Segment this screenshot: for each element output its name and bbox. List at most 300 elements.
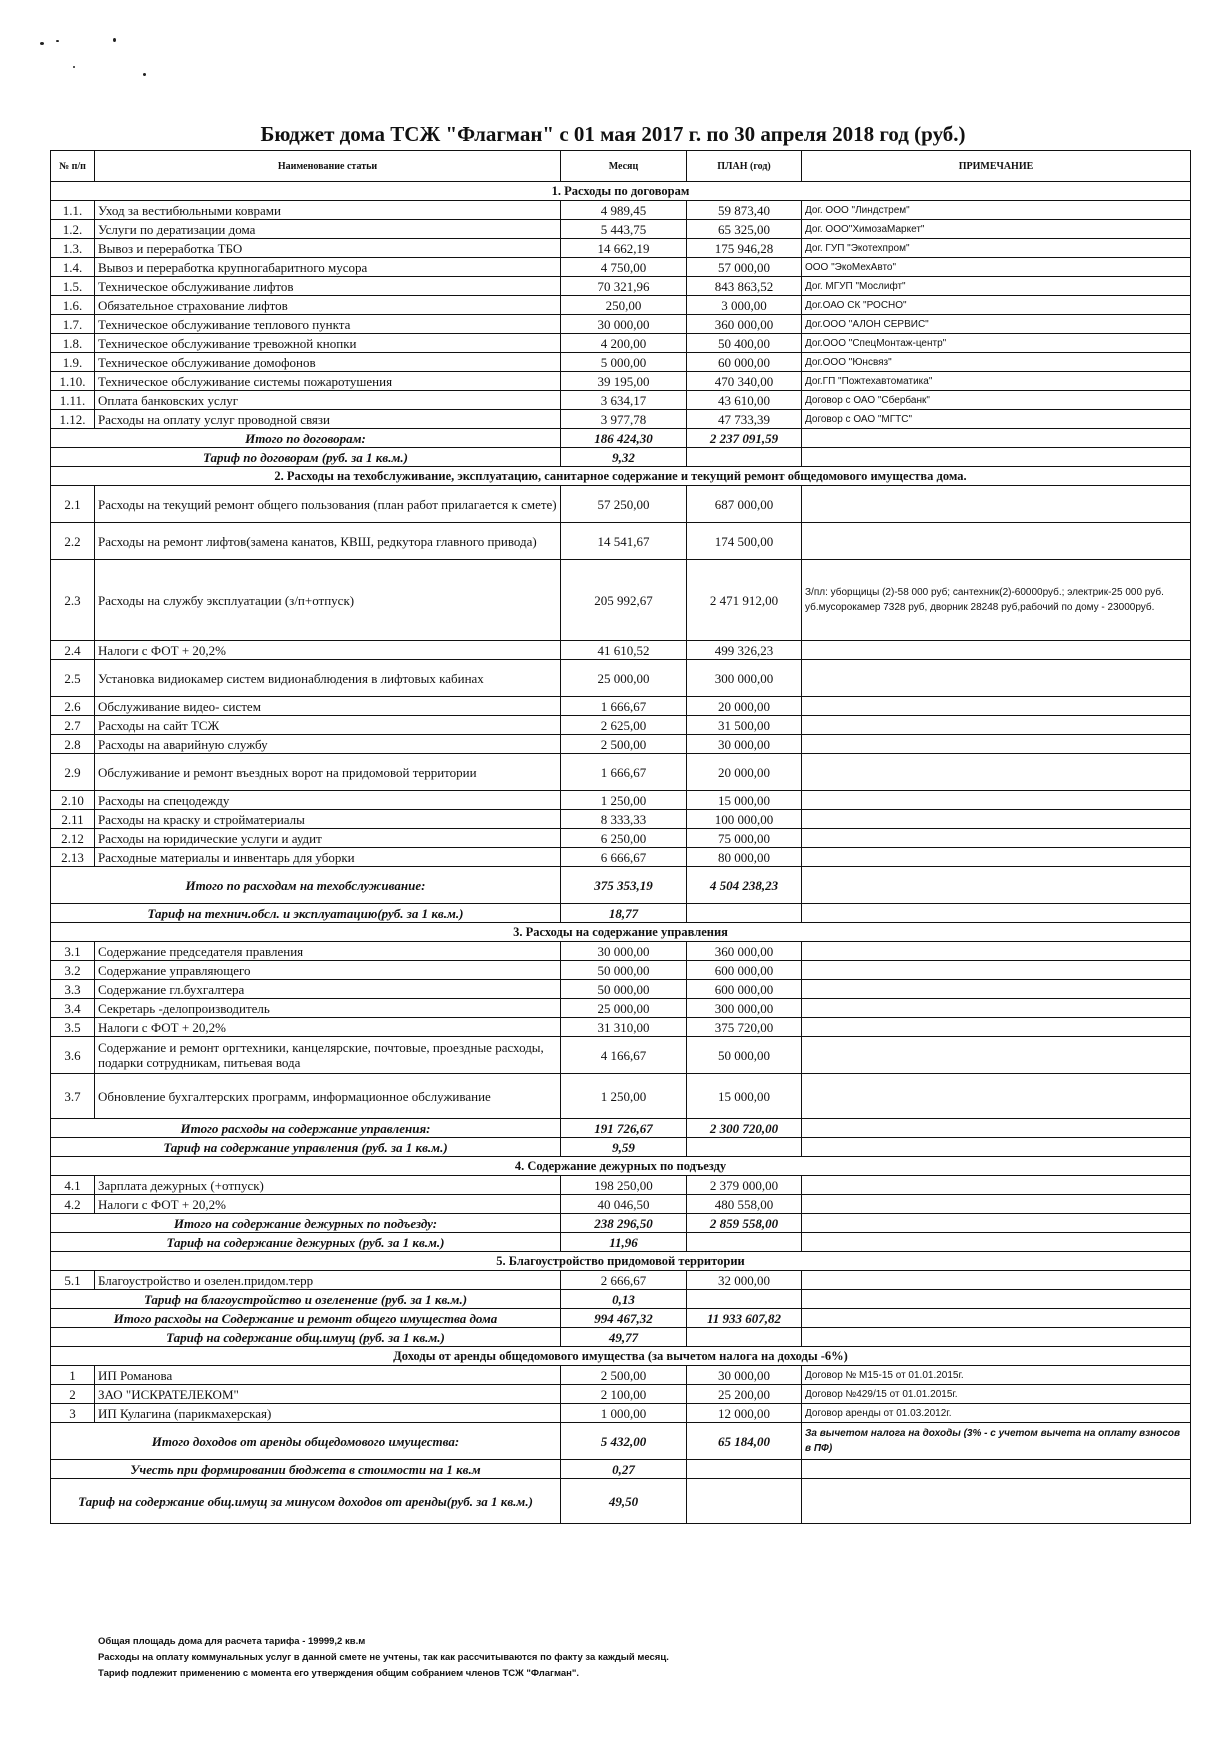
item-name: Расходы на аварийную службу [95, 735, 561, 754]
month-value: 11,96 [561, 1233, 687, 1252]
item-name: Услуги по дератизации дома [95, 220, 561, 239]
plan-value: 65 184,00 [687, 1423, 802, 1460]
total-label: Тариф на содержание общ.имущ за минусом доходов от аренды(руб. за 1 кв.м.) [51, 1479, 561, 1524]
scan-speck [73, 66, 75, 68]
total-row [51, 867, 1191, 904]
table-row [51, 1366, 1191, 1385]
plan-value: 2 379 000,00 [687, 1176, 802, 1195]
month-value: 30 000,00 [561, 942, 687, 961]
plan-value: 300 000,00 [687, 999, 802, 1018]
month-value: 70 321,96 [561, 277, 687, 296]
total-label: Итого расходы на Содержание и ремонт общего имущества дома [51, 1309, 561, 1328]
total-row [51, 1309, 1191, 1328]
plan-value [687, 1460, 802, 1479]
note-cell [802, 523, 1191, 560]
month-value: 30 000,00 [561, 315, 687, 334]
plan-value: 2 859 558,00 [687, 1214, 802, 1233]
header-note: ПРИМЕЧАНИЕ [802, 151, 1191, 182]
total-row [51, 1328, 1191, 1347]
plan-value: 499 326,23 [687, 641, 802, 660]
plan-value: 57 000,00 [687, 258, 802, 277]
item-name: Налоги с ФОТ + 20,2% [95, 1018, 561, 1037]
month-value: 1 250,00 [561, 1074, 687, 1119]
month-value: 39 195,00 [561, 372, 687, 391]
total-row [51, 1460, 1191, 1479]
note-cell [802, 1074, 1191, 1119]
header-plan: ПЛАН (год) [687, 151, 802, 182]
note-cell [802, 848, 1191, 867]
item-number: 1.7. [51, 315, 95, 334]
table-row [51, 258, 1191, 277]
month-value: 5 443,75 [561, 220, 687, 239]
total-label: Тариф на содержание управления (руб. за 1 кв.м.) [51, 1138, 561, 1157]
item-name: Вывоз и переработка крупногабаритного мусора [95, 258, 561, 277]
item-name: Обслуживание и ремонт въездных ворот на придомовой территории [95, 754, 561, 791]
month-value: 14 541,67 [561, 523, 687, 560]
month-value: 994 467,32 [561, 1309, 687, 1328]
note-cell [802, 697, 1191, 716]
item-number: 2.7 [51, 716, 95, 735]
total-label: Итого по договорам: [51, 429, 561, 448]
section-header-row [51, 1347, 1191, 1366]
month-value: 4 750,00 [561, 258, 687, 277]
table-row [51, 810, 1191, 829]
month-value: 3 634,17 [561, 391, 687, 410]
budget-table [50, 150, 1191, 1524]
note-cell [802, 1309, 1191, 1328]
note-cell: Дог.ООО "АЛОН СЕРВИС" [802, 315, 1191, 334]
plan-value [687, 1479, 802, 1524]
plan-value: 600 000,00 [687, 980, 802, 999]
item-number: 2 [51, 1385, 95, 1404]
item-number: 5.1 [51, 1271, 95, 1290]
item-number: 1.5. [51, 277, 95, 296]
table-row [51, 1195, 1191, 1214]
section-title: 2. Расходы на техобслуживание, эксплуатацию, санитарное содержание и текущий ремонт общедомового имущества дома. [51, 467, 1191, 486]
plan-value: 75 000,00 [687, 829, 802, 848]
document-title: Бюджет дома ТСЖ "Флагман" с 01 мая 2017 г. по 30 апреля 2018 год (руб.) [260, 122, 966, 146]
table-row [51, 334, 1191, 353]
month-value: 18,77 [561, 904, 687, 923]
note-cell [802, 810, 1191, 829]
plan-value: 600 000,00 [687, 961, 802, 980]
item-name: Зарплата дежурных (+отпуск) [95, 1176, 561, 1195]
table-row [51, 848, 1191, 867]
total-row [51, 1423, 1191, 1460]
note-cell: Договор № М15-15 от 01.01.2015г. [802, 1366, 1191, 1385]
section-title: 4. Содержание дежурных по подъезду [51, 1157, 1191, 1176]
plan-value: 30 000,00 [687, 1366, 802, 1385]
item-name: Техническое обслуживание тревожной кнопки [95, 334, 561, 353]
note-cell: Дог. ООО"ХимозаМаркет" [802, 220, 1191, 239]
table-row [51, 391, 1191, 410]
total-label: Тариф по договорам (руб. за 1 кв.м.) [51, 448, 561, 467]
plan-value: 43 610,00 [687, 391, 802, 410]
month-value: 4 166,67 [561, 1037, 687, 1074]
scan-speck [56, 40, 59, 42]
month-value: 25 000,00 [561, 660, 687, 697]
table-row [51, 961, 1191, 980]
item-number: 1.12. [51, 410, 95, 429]
item-number: 3.3 [51, 980, 95, 999]
plan-value: 32 000,00 [687, 1271, 802, 1290]
note-cell [802, 1037, 1191, 1074]
item-number: 3 [51, 1404, 95, 1423]
table-header-row [51, 151, 1191, 182]
item-name: Техническое обслуживание домофонов [95, 353, 561, 372]
plan-value [687, 1233, 802, 1252]
item-number: 3.4 [51, 999, 95, 1018]
item-number: 3.2 [51, 961, 95, 980]
note-cell [802, 961, 1191, 980]
table-row [51, 1385, 1191, 1404]
month-value: 14 662,19 [561, 239, 687, 258]
plan-value: 4 504 238,23 [687, 867, 802, 904]
item-number: 2.3 [51, 560, 95, 641]
plan-value: 20 000,00 [687, 754, 802, 791]
header-month: Месяц [561, 151, 687, 182]
item-number: 2.10 [51, 791, 95, 810]
item-name: ИП Кулагина (парикмахерская) [95, 1404, 561, 1423]
table-row [51, 560, 1191, 641]
plan-value: 174 500,00 [687, 523, 802, 560]
table-row [51, 1176, 1191, 1195]
note-cell [802, 429, 1191, 448]
total-row [51, 1119, 1191, 1138]
month-value: 6 250,00 [561, 829, 687, 848]
note-cell [802, 641, 1191, 660]
item-number: 1.2. [51, 220, 95, 239]
item-name: Секретарь -делопроизводитель [95, 999, 561, 1018]
note-cell: За вычетом налога на доходы (3% - с учетом вычета на оплату взносов в ПФ) [802, 1423, 1191, 1460]
plan-value: 360 000,00 [687, 942, 802, 961]
note-cell [802, 735, 1191, 754]
budget-body [51, 182, 1191, 1524]
item-number: 2.5 [51, 660, 95, 697]
item-name: Техническое обслуживание теплового пункта [95, 315, 561, 334]
item-name: ЗАО "ИСКРАТЕЛЕКОМ" [95, 1385, 561, 1404]
item-number: 3.1 [51, 942, 95, 961]
item-name: Обязательное страхование лифтов [95, 296, 561, 315]
month-value: 40 046,50 [561, 1195, 687, 1214]
item-number: 1 [51, 1366, 95, 1385]
total-label: Тариф на содержание дежурных (руб. за 1 кв.м.) [51, 1233, 561, 1252]
plan-value: 12 000,00 [687, 1404, 802, 1423]
item-name: Благоустройство и озелен.придом.терр [95, 1271, 561, 1290]
table-row [51, 1404, 1191, 1423]
note-cell [802, 942, 1191, 961]
note-cell [802, 904, 1191, 923]
month-value: 2 666,67 [561, 1271, 687, 1290]
note-cell [802, 1119, 1191, 1138]
note-cell [802, 1271, 1191, 1290]
note-cell [802, 1290, 1191, 1309]
item-number: 3.6 [51, 1037, 95, 1074]
note-cell [802, 716, 1191, 735]
item-number: 1.6. [51, 296, 95, 315]
item-number: 1.4. [51, 258, 95, 277]
note-cell [802, 999, 1191, 1018]
plan-value: 2 471 912,00 [687, 560, 802, 641]
plan-value [687, 448, 802, 467]
table-row [51, 486, 1191, 523]
plan-value: 2 237 091,59 [687, 429, 802, 448]
total-row [51, 1214, 1191, 1233]
item-name: Содержание управляющего [95, 961, 561, 980]
month-value: 1 666,67 [561, 754, 687, 791]
month-value: 4 989,45 [561, 201, 687, 220]
plan-value: 50 000,00 [687, 1037, 802, 1074]
item-name: Расходы на юридические услуги и аудит [95, 829, 561, 848]
item-name: Вывоз и переработка ТБО [95, 239, 561, 258]
item-number: 4.1 [51, 1176, 95, 1195]
table-row [51, 1037, 1191, 1074]
item-name: Налоги с ФОТ + 20,2% [95, 1195, 561, 1214]
month-value: 57 250,00 [561, 486, 687, 523]
section-header-row [51, 1252, 1191, 1271]
scan-speck [143, 73, 146, 76]
month-value: 2 500,00 [561, 735, 687, 754]
table-row [51, 277, 1191, 296]
table-row [51, 735, 1191, 754]
table-row [51, 1271, 1191, 1290]
table-row [51, 641, 1191, 660]
note-cell: Дог.ОАО СК "РОСНО" [802, 296, 1191, 315]
note-cell [802, 754, 1191, 791]
section-header-row [51, 182, 1191, 201]
item-name: Содержание председателя правления [95, 942, 561, 961]
plan-value: 3 000,00 [687, 296, 802, 315]
item-name: Расходы на текущий ремонт общего пользования (план работ прилагается к смете) [95, 486, 561, 523]
plan-value: 15 000,00 [687, 1074, 802, 1119]
note-cell [802, 980, 1191, 999]
item-number: 2.2 [51, 523, 95, 560]
item-number: 2.1 [51, 486, 95, 523]
item-number: 2.9 [51, 754, 95, 791]
table-row [51, 239, 1191, 258]
item-name: Содержание и ремонт оргтехники, канцелярские, почтовые, проездные расходы, подарки сотрудникам, питьевая вода [95, 1037, 561, 1074]
plan-value: 100 000,00 [687, 810, 802, 829]
header-name: Наименование статьи [95, 151, 561, 182]
note-cell [802, 660, 1191, 697]
item-number: 3.5 [51, 1018, 95, 1037]
month-value: 238 296,50 [561, 1214, 687, 1233]
item-name: Уход за вестибюльными коврами [95, 201, 561, 220]
plan-value: 20 000,00 [687, 697, 802, 716]
note-cell: З/пл: уборщицы (2)-58 000 руб; сантехник(2)-60000руб.; электрик-25 000 руб. уб.мусорокамер 7328 руб, дворник 28248 руб,рабочий по дому - 23000руб. [802, 560, 1191, 641]
item-name: Расходы на оплату услуг проводной связи [95, 410, 561, 429]
table-row [51, 754, 1191, 791]
item-number: 2.8 [51, 735, 95, 754]
footnote: Тариф подлежит применению с момента его утверждения общим собранием членов ТСЖ "Флагман". [98, 1668, 580, 1679]
item-name: Техническое обслуживание лифтов [95, 277, 561, 296]
table-row [51, 523, 1191, 560]
plan-value: 2 300 720,00 [687, 1119, 802, 1138]
plan-value: 15 000,00 [687, 791, 802, 810]
footnote: Расходы на оплату коммунальных услуг в данной смете не учтены, так как рассчитываются по факту за каждый месяц. [98, 1652, 669, 1663]
plan-value: 60 000,00 [687, 353, 802, 372]
section-title: 3. Расходы на содержание управления [51, 923, 1191, 942]
item-number: 1.8. [51, 334, 95, 353]
note-cell [802, 1018, 1191, 1037]
total-row [51, 429, 1191, 448]
total-row [51, 1479, 1191, 1524]
section-header-row [51, 1157, 1191, 1176]
table-row [51, 201, 1191, 220]
plan-value [687, 904, 802, 923]
table-row [51, 315, 1191, 334]
item-number: 1.3. [51, 239, 95, 258]
footnote: Общая площадь дома для расчета тарифа - 19999,2 кв.м [98, 1636, 366, 1647]
item-name: Расходы на службу эксплуатации (з/п+отпуск) [95, 560, 561, 641]
month-value: 4 200,00 [561, 334, 687, 353]
plan-value: 300 000,00 [687, 660, 802, 697]
item-number: 2.11 [51, 810, 95, 829]
month-value: 9,32 [561, 448, 687, 467]
item-name: Расходы на краску и стройматериалы [95, 810, 561, 829]
note-cell [802, 1138, 1191, 1157]
table-row [51, 353, 1191, 372]
item-number: 2.4 [51, 641, 95, 660]
total-label: Итого доходов от аренды общедомового имущества: [51, 1423, 561, 1460]
month-value: 191 726,67 [561, 1119, 687, 1138]
table-row [51, 829, 1191, 848]
month-value: 5 432,00 [561, 1423, 687, 1460]
item-name: Оплата банковских услуг [95, 391, 561, 410]
month-value: 50 000,00 [561, 961, 687, 980]
month-value: 50 000,00 [561, 980, 687, 999]
month-value: 0,13 [561, 1290, 687, 1309]
table-row [51, 942, 1191, 961]
table-row [51, 999, 1191, 1018]
section-title: 1. Расходы по договорам [51, 182, 1191, 201]
item-name: Техническое обслуживание системы пожаротушения [95, 372, 561, 391]
plan-value: 31 500,00 [687, 716, 802, 735]
month-value: 2 500,00 [561, 1366, 687, 1385]
scan-speck [113, 38, 116, 42]
table-row [51, 697, 1191, 716]
month-value: 1 000,00 [561, 1404, 687, 1423]
month-value: 41 610,52 [561, 641, 687, 660]
month-value: 1 666,67 [561, 697, 687, 716]
item-number: 1.10. [51, 372, 95, 391]
total-row [51, 1290, 1191, 1309]
total-label: Учесть при формировании бюджета в стоимости на 1 кв.м [51, 1460, 561, 1479]
month-value: 49,77 [561, 1328, 687, 1347]
item-name: Обслуживание видео- систем [95, 697, 561, 716]
total-row [51, 1233, 1191, 1252]
item-number: 2.13 [51, 848, 95, 867]
month-value: 198 250,00 [561, 1176, 687, 1195]
note-cell: Дог. ГУП "Экотехпром" [802, 239, 1191, 258]
total-label: Итого на содержание дежурных по подъезду: [51, 1214, 561, 1233]
plan-value: 480 558,00 [687, 1195, 802, 1214]
total-row [51, 448, 1191, 467]
plan-value: 25 200,00 [687, 1385, 802, 1404]
month-value: 2 100,00 [561, 1385, 687, 1404]
table-row [51, 791, 1191, 810]
item-name: ИП Романова [95, 1366, 561, 1385]
total-label: Тариф на благоустройство и озеленение (руб. за 1 кв.м.) [51, 1290, 561, 1309]
note-cell [802, 1328, 1191, 1347]
month-value: 1 250,00 [561, 791, 687, 810]
note-cell: Дог. ООО "Линдстрем" [802, 201, 1191, 220]
note-cell: Дог.ГП "Пожтехавтоматика" [802, 372, 1191, 391]
note-cell [802, 1460, 1191, 1479]
item-name: Расходы на ремонт лифтов(замена канатов, КВШ, редкутора главного привода) [95, 523, 561, 560]
month-value: 250,00 [561, 296, 687, 315]
table-row [51, 1018, 1191, 1037]
item-name: Обновление бухгалтерских программ, информационное обслуживание [95, 1074, 561, 1119]
table-row [51, 410, 1191, 429]
month-value: 186 424,30 [561, 429, 687, 448]
note-cell [802, 448, 1191, 467]
month-value: 2 625,00 [561, 716, 687, 735]
plan-value: 59 873,40 [687, 201, 802, 220]
note-cell [802, 791, 1191, 810]
plan-value: 843 863,52 [687, 277, 802, 296]
note-cell: ООО "ЭкоМехАвто" [802, 258, 1191, 277]
table-row [51, 716, 1191, 735]
item-number: 1.9. [51, 353, 95, 372]
table-row [51, 660, 1191, 697]
footnotes [98, 1634, 669, 1682]
note-cell: Договор №429/15 от 01.01.2015г. [802, 1385, 1191, 1404]
note-cell: Договор с ОАО "МГТС" [802, 410, 1191, 429]
item-name: Установка видиокамер систем видионаблюдения в лифтовых кабинах [95, 660, 561, 697]
total-label: Тариф на технич.обсл. и эксплуатацию(руб. за 1 кв.м.) [51, 904, 561, 923]
plan-value: 11 933 607,82 [687, 1309, 802, 1328]
item-name: Расходы на сайт ТСЖ [95, 716, 561, 735]
note-cell [802, 486, 1191, 523]
plan-value: 360 000,00 [687, 315, 802, 334]
section-header-row [51, 467, 1191, 486]
plan-value: 80 000,00 [687, 848, 802, 867]
item-number: 1.1. [51, 201, 95, 220]
note-cell [802, 867, 1191, 904]
header-num: № п/п [51, 151, 95, 182]
month-value: 25 000,00 [561, 999, 687, 1018]
plan-value: 375 720,00 [687, 1018, 802, 1037]
month-value: 6 666,67 [561, 848, 687, 867]
month-value: 3 977,78 [561, 410, 687, 429]
note-cell [802, 829, 1191, 848]
note-cell: Договор с ОАО "Сбербанк" [802, 391, 1191, 410]
month-value: 31 310,00 [561, 1018, 687, 1037]
month-value: 0,27 [561, 1460, 687, 1479]
plan-value: 687 000,00 [687, 486, 802, 523]
plan-value: 65 325,00 [687, 220, 802, 239]
total-label: Тариф на содержание общ.имущ (руб. за 1 кв.м.) [51, 1328, 561, 1347]
plan-value [687, 1290, 802, 1309]
plan-value: 50 400,00 [687, 334, 802, 353]
note-cell [802, 1479, 1191, 1524]
item-number: 3.7 [51, 1074, 95, 1119]
note-cell [802, 1176, 1191, 1195]
note-cell: Дог.ООО "СпецМонтаж-центр" [802, 334, 1191, 353]
section-title: Доходы от аренды общедомового имущества (за вычетом налога на доходы -6%) [51, 1347, 1191, 1366]
plan-value: 470 340,00 [687, 372, 802, 391]
table-row [51, 980, 1191, 999]
note-cell: Договор аренды от 01.03.2012г. [802, 1404, 1191, 1423]
item-name: Расходы на спецодежду [95, 791, 561, 810]
item-name: Налоги с ФОТ + 20,2% [95, 641, 561, 660]
month-value: 205 992,67 [561, 560, 687, 641]
month-value: 49,50 [561, 1479, 687, 1524]
note-cell: Дог.ООО "Юнсвяз" [802, 353, 1191, 372]
table-row [51, 1074, 1191, 1119]
item-name: Содержание гл.бухгалтера [95, 980, 561, 999]
